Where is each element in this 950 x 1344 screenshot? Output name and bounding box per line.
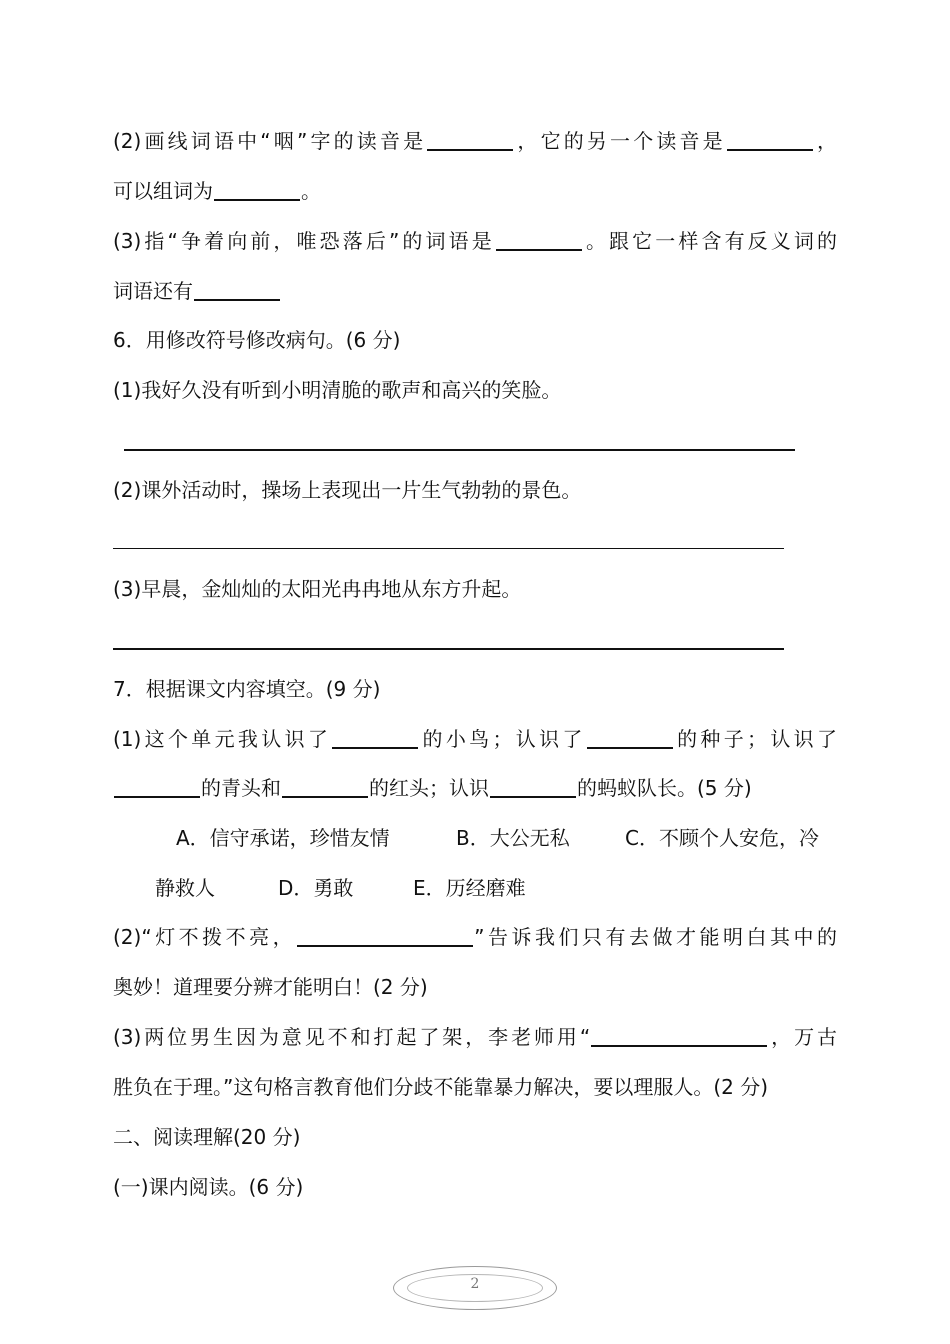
q6-sentence-2: (2)课外活动时，操场上表现出一片生气勃勃的景色。 (113, 478, 582, 502)
answer-line[interactable] (113, 648, 784, 650)
answer-blank[interactable] (114, 774, 200, 798)
option-a: A．信守承诺，珍惜友情 (176, 826, 390, 850)
q7-part2-line2: 奥妙！道理要分辨才能明白！(2 分) (113, 975, 428, 999)
answer-blank[interactable] (214, 177, 300, 201)
answer-blank[interactable] (727, 127, 813, 151)
q7-part3-line2: 胜负在于理。”这句格言教育他们分歧不能靠暴力解决，要以理服人。(2 分) (113, 1075, 769, 1099)
option-d: D．勇敢 (278, 876, 354, 900)
answer-blank[interactable] (490, 774, 576, 798)
option-c: C．不顾个人安危，冷 (625, 826, 819, 850)
q7-part1-line1: (1)这个单元我认识了 的小鸟；认识了 的种子；认识了 (113, 727, 837, 751)
answer-blank[interactable] (332, 725, 418, 749)
q5-part3-line1: (3)指“争着向前，唯恐落后”的词语是 。跟它一样含有反义词的 (113, 229, 837, 253)
option-b: B．大公无私 (456, 826, 570, 850)
q7-heading: 7．根据课文内容填空。(9 分) (113, 677, 381, 701)
answer-blank[interactable] (587, 725, 673, 749)
q7-part1-line2: 的青头和 的红头；认识 的蚂蚁队长。(5 分) (113, 773, 752, 803)
q6-heading: 6．用修改符号修改病句。(6 分) (113, 328, 401, 352)
q7-part2-line1: (2)“灯不拨不亮， ”告诉我们只有去做才能明白其中的 (113, 925, 837, 949)
q5-part3-line2: 词语还有 (113, 276, 281, 306)
answer-blank[interactable] (591, 1023, 767, 1047)
q6-sentence-3: (3)早晨，金灿灿的太阳光冉冉地从东方升起。 (113, 577, 522, 601)
answer-line[interactable] (124, 449, 795, 451)
q5-part2-line1: (2)画线词语中“咽”字的读音是 ，它的另一个读音是 ， (113, 129, 838, 153)
answer-blank[interactable] (282, 774, 368, 798)
answer-blank[interactable] (427, 127, 513, 151)
answer-blank[interactable] (297, 923, 473, 947)
q6-sentence-1: (1)我好久没有听到小明清脆的歌声和高兴的笑脸。 (113, 378, 562, 402)
section2-heading: 二、阅读理解(20 分) (113, 1125, 301, 1149)
option-e: E．历经磨难 (413, 876, 526, 900)
q5-part2-line2: 可以组词为 。 (113, 179, 321, 203)
section2-sub1: (一)课内阅读。(6 分) (113, 1175, 304, 1199)
answer-blank[interactable] (194, 277, 280, 301)
answer-line[interactable] (113, 548, 784, 549)
page-number-badge (393, 1266, 557, 1310)
page-number: 2 (470, 1276, 480, 1292)
answer-blank[interactable] (496, 227, 582, 251)
option-c-continued: 静救人 (155, 876, 215, 900)
q7-part3-line1: (3)两位男生因为意见不和打起了架，李老师用“ ，万古 (113, 1025, 837, 1049)
